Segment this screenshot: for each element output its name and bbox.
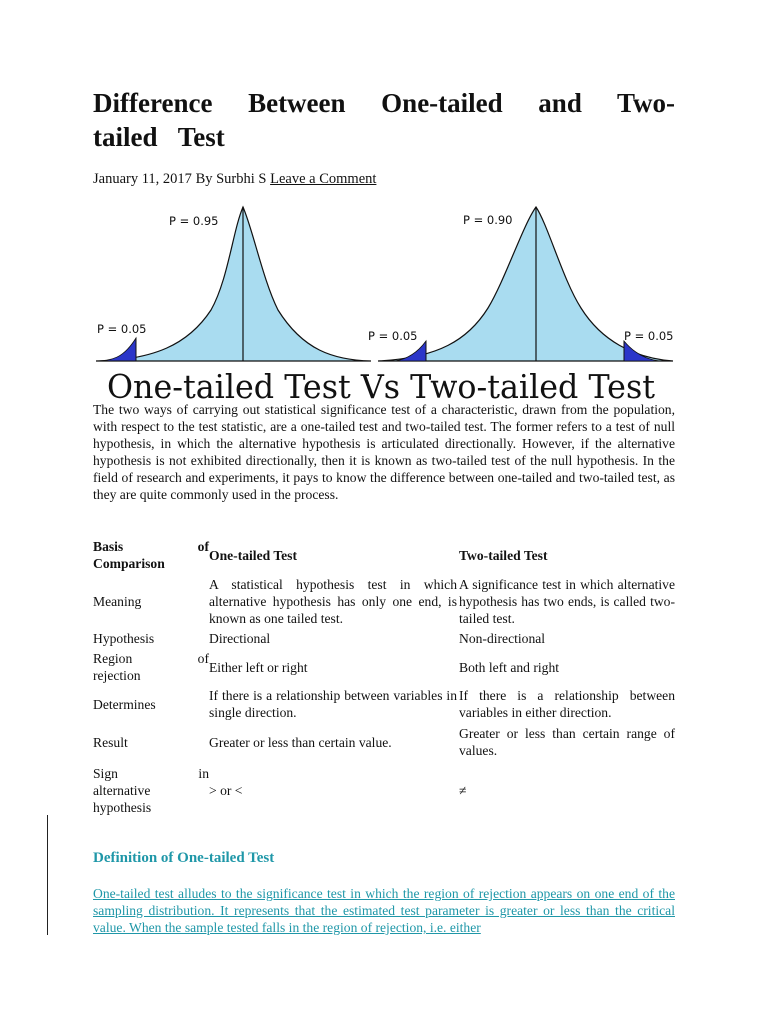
distribution-curves <box>93 200 675 410</box>
row-one-tailed: If there is a relationship between variables in single direction. <box>209 688 457 720</box>
right-top-label: P = 0.90 <box>463 213 513 227</box>
table-row <box>93 573 675 629</box>
row-two-tailed: Both left and right <box>459 659 560 675</box>
row-two-tailed: If there is a relationship between variables in either direction. <box>459 688 675 720</box>
row-two-tailed: Greater or less than certain range of values. <box>459 726 675 758</box>
right-left-tail-shade <box>395 341 426 361</box>
definition-heading[interactable]: Definition of One-tailed Test <box>93 850 275 866</box>
row-basis: Determines <box>93 696 156 712</box>
header-comparison-word: Comparison <box>93 556 165 571</box>
left-curve-body <box>96 207 371 361</box>
article-title: Difference Between One-tailed and Two-tailed Test <box>93 88 675 152</box>
right-right-label: P = 0.05 <box>624 329 674 343</box>
header-basis-word: Basis <box>93 539 124 554</box>
header-basis <box>93 537 209 573</box>
author-name: Surbhi S <box>216 171 267 187</box>
article-meta <box>93 171 376 188</box>
right-left-label: P = 0.05 <box>368 329 418 343</box>
basis-word: of <box>197 651 209 666</box>
definition-text[interactable]: One-tailed test alludes to the significance test in which the region of rejection appears on one end of the sampling distribution. It represents that the estimated test parameter is greater or less than the critical value. When the sample tested falls in the region of rejection, i.e. either <box>93 886 675 935</box>
row-basis <box>93 762 209 818</box>
row-one-tailed: Either left or right <box>209 659 308 675</box>
left-tail-shade <box>96 338 136 361</box>
header-of-word: of <box>197 539 209 554</box>
table-header-row <box>93 537 675 573</box>
left-top-label: P = 0.95 <box>169 214 219 228</box>
left-bottom-label: P = 0.05 <box>97 322 147 336</box>
row-two-tailed: Non-directional <box>459 631 546 646</box>
by-text: By <box>195 171 213 187</box>
comparison-table <box>93 537 675 818</box>
row-basis: Result <box>93 734 128 750</box>
basis-word: Sign <box>93 765 118 781</box>
row-one-tailed: A statistical hypothesis test in which alternative hypothesis has only one end, is known as one tailed test. <box>209 576 457 626</box>
leave-comment-link[interactable]: Leave a Comment <box>270 171 377 187</box>
row-basis: Hypothesis <box>93 631 155 646</box>
table-row <box>93 762 675 818</box>
table-row <box>93 686 675 722</box>
row-one-tailed: Greater or less than certain value. <box>209 734 392 750</box>
table-row <box>93 648 675 686</box>
table-row <box>93 722 675 762</box>
figure-caption: One-tailed Test Vs Two-tailed Test <box>107 367 655 406</box>
basis-word: alternative <box>93 782 151 798</box>
row-two-tailed: A significance test in which alternative hypothesis has two ends, is called two-tailed test. <box>459 576 675 626</box>
table-row <box>93 629 675 648</box>
header-one-tailed: One-tailed Test <box>209 547 297 563</box>
row-one-tailed: > or < <box>209 782 243 798</box>
basis-word: in <box>198 765 209 781</box>
header-two-tailed: Two-tailed Test <box>459 547 548 563</box>
row-two-tailed: ≠ <box>459 782 467 798</box>
basis-word: Region <box>93 651 133 666</box>
row-basis <box>93 648 209 686</box>
basis-word: rejection <box>93 668 141 683</box>
post-date: January 11, 2017 <box>93 171 192 187</box>
row-one-tailed: Directional <box>209 631 271 646</box>
distribution-figure <box>93 200 675 410</box>
basis-word: hypothesis <box>93 799 152 815</box>
intro-paragraph: The two ways of carrying out statistical significance test of a characteristic, drawn from the population, with respect to the test statistic, are a one-tailed test and two-tailed test. The former refers to a test of null hypothesis, in which the alternative hypothesis is articulated directionally. However, if the alternative hypothesis is not exhibited directionally, then it is known as two-tailed test of the null hypothesis. In the field of research and experiments, it pays to know the difference between one-tailed and two-tailed test, as they are quite commonly used in the process. <box>93 402 675 502</box>
row-basis: Meaning <box>93 593 142 609</box>
margin-bar <box>47 815 48 935</box>
